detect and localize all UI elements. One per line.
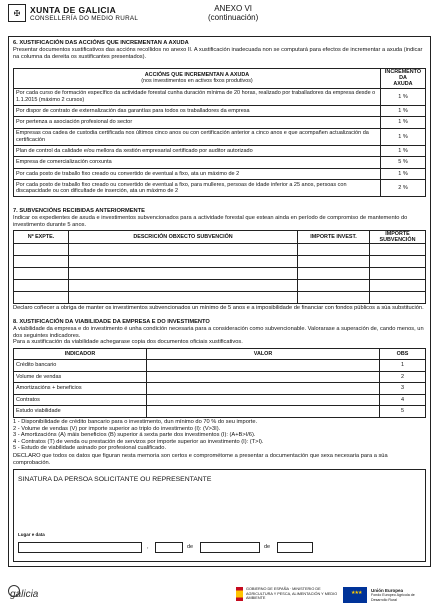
increment-checkbox[interactable]: 1 % <box>381 145 426 157</box>
action-cell: Empresas coa cadea de custodia certificada nos últimos cinco anos ou con certificación anterior a cinco anos e que acompañen actualización da certificación <box>14 128 381 145</box>
obs-cell: 2 <box>380 371 426 383</box>
grant-input[interactable] <box>370 268 426 280</box>
grant-input[interactable] <box>370 244 426 256</box>
increment-checkbox[interactable]: 1 % <box>381 128 426 145</box>
actions-col-header-line1: ACCIÓNS QUE INCREMENTAN A AXUDA <box>144 72 250 79</box>
increment-checkbox[interactable]: 1 % <box>381 105 426 117</box>
grant-input[interactable] <box>370 256 426 268</box>
increment-col-header-line2: AXUDA <box>393 81 413 88</box>
increment-col-header-line1: INCREMENTO DA <box>384 69 422 82</box>
eu-flag-icon: ★★★ <box>343 587 367 603</box>
table-row <box>14 268 426 280</box>
galicia-mark-icon <box>8 585 20 597</box>
galicia-logo <box>10 589 38 600</box>
expte-input[interactable] <box>14 244 69 256</box>
signature-title: SINATURA DA PERSOA SOLICITANTE OU REPRESENTANTE <box>18 476 212 483</box>
viability-note: 5 - Estudo de viabilidade asinado por profesional cualificado. <box>13 445 167 452</box>
action-cell: Por pertenza a asociación profesional do sector <box>14 117 381 129</box>
value-input[interactable] <box>147 371 380 383</box>
table-row <box>14 360 426 372</box>
section7-declaration: Declaro coñecer a obriga de manter os investimentos subvencionados un mínimo de 5 anos e a imposibilidade de financiar con fondos públicos a súa substitución. <box>13 305 424 311</box>
col-description: DESCRICIÓN OBXECTO SUBVENCIÓN <box>69 231 298 244</box>
action-cell: Plan de control da calidade e/ou mellora da xestión empresarial certificado por auditor autorizado <box>14 145 381 157</box>
spain-flag-icon <box>236 587 243 601</box>
indicator-cell: Estudo viabilidade <box>14 406 147 418</box>
expte-input[interactable] <box>14 268 69 280</box>
obs-cell: 5 <box>380 406 426 418</box>
action-cell: Por dispor de contrato de externalización das garantías para todos os traballadores da empresa <box>14 105 381 117</box>
description-input[interactable] <box>69 256 298 268</box>
increment-checkbox[interactable]: 5 % <box>381 157 426 169</box>
investment-input[interactable] <box>298 256 370 268</box>
annex-subtitle: (continuación) <box>208 13 259 22</box>
expte-input[interactable] <box>14 280 69 292</box>
day-field[interactable] <box>155 542 183 553</box>
section8-intro2: Para a xustificación da viabilidade achegarase copia dos documentos oficiais xustificativos. <box>13 339 243 345</box>
action-cell: Empresa de comercialización conxunta <box>14 157 381 169</box>
month-field[interactable] <box>200 542 260 553</box>
spain-government-logo <box>236 587 341 601</box>
viability-note: 3 - Amortizacións (A) máis beneficios (B) superior á sexta parte dos investimentos (I): (A+B>I/6). <box>13 432 256 439</box>
comma-separator: , <box>147 544 149 550</box>
description-input[interactable] <box>69 268 298 280</box>
table-row <box>14 128 426 145</box>
section6-intro: Presentar documentos xustificativos das accións recollidos no anexo II. A xustificación inadecuada non se computará para efectos de incrementar a axuda (indicar na columna da dereita os xustificantes presentados). <box>13 47 423 60</box>
section8-title: 8. XUSTIFICACIÓN DA VIABILIDADE DA EMPRESA E DO INVESTIMENTO <box>13 319 210 325</box>
annex-heading <box>208 4 258 22</box>
value-input[interactable] <box>147 383 380 395</box>
indicator-cell: Contratos <box>14 394 147 406</box>
increment-checkbox[interactable]: 1 % <box>381 88 426 105</box>
table-row <box>14 394 426 406</box>
table-row <box>14 180 426 197</box>
increment-col-header <box>381 69 426 89</box>
investment-input[interactable] <box>298 268 370 280</box>
action-cell: Por cada posto de traballo fixo creado ou convertido de eventual a fixo, para mulleres, persoas de idade inferior a 25 anos, persoas con discapacidade ou con dificultade de inserción, ata un máximo de 2 <box>14 180 381 197</box>
col-grant: IMPORTE SUBVENCIÓN <box>370 231 426 244</box>
col-indicator: INDICADOR <box>14 349 147 360</box>
value-input[interactable] <box>147 360 380 372</box>
obs-cell: 1 <box>380 360 426 372</box>
increment-checkbox[interactable]: 1 % <box>381 117 426 129</box>
col-value: VALOR <box>147 349 380 360</box>
table-row <box>14 117 426 129</box>
section7-title: 7. SUBVENCIÓNS RECIBIDAS ANTERIORMENTE <box>13 208 145 214</box>
page-footer <box>0 583 439 611</box>
table-row <box>14 244 426 256</box>
table-row <box>14 292 426 304</box>
viability-table <box>13 348 426 418</box>
indicator-cell: Volume de vendas <box>14 371 147 383</box>
section7-intro: Indicar os expedientes de axuda e investimentos subvencionados para a actividade forestal que estean ainda en período de compromiso de mantemento do investimento durante 5 anos. <box>13 215 408 228</box>
place-field[interactable] <box>18 542 142 553</box>
prior-grants-table <box>13 230 426 304</box>
viability-note: 2 - Volume de vendas (V) por importe superior ao triplo do investimento (I): (V>3I). <box>13 425 221 432</box>
table-row <box>14 280 426 292</box>
viability-note: 1 - Disponibilidade de crédito bancario para o investimento, dun mínimo do 70 % do seu importe. <box>13 419 258 425</box>
table-row <box>14 406 426 418</box>
action-cell: Por cada curso de formación específico da actividade forestal cunha duración mínima de 20 horas, realizado por traballadores da empresa desde o 1.1.2015 (máximo 2 cursos) <box>14 88 381 105</box>
obs-cell: 4 <box>380 394 426 406</box>
table-row <box>14 256 426 268</box>
de-separator-1: de <box>187 544 194 550</box>
table-row <box>14 145 426 157</box>
xunta-logo <box>8 4 138 22</box>
place-date-label: Lugar e data <box>18 532 45 537</box>
obs-cell: 3 <box>380 383 426 395</box>
de-separator-2: de <box>264 544 271 550</box>
annex-title: ANEXO VI <box>214 4 253 13</box>
value-input[interactable] <box>147 406 380 418</box>
table-row <box>14 383 426 395</box>
viability-note: 4 - Contratos (T) de venda ou prestación de servizos por importe superior ao investimento (I): (T>I). <box>13 438 264 445</box>
description-input[interactable] <box>69 244 298 256</box>
actions-col-header-line2: (nos investimentos en activos fixos produtivos) <box>141 78 253 85</box>
form-body <box>8 36 431 567</box>
table-row <box>14 88 426 105</box>
action-cell: Por cada posto de traballo fixo creado ou convertido de eventual a fixo, ata un máximo de 2 <box>14 168 381 180</box>
signature-box[interactable] <box>13 469 426 562</box>
table-row <box>14 105 426 117</box>
galicia-wordmark: galicia <box>10 589 39 600</box>
eu-subtitle: Fondo Europeo Agrícola de Desarrollo Rural <box>371 592 415 602</box>
table-row <box>14 168 426 180</box>
investment-input[interactable] <box>298 280 370 292</box>
investment-input[interactable] <box>298 292 370 304</box>
table-row <box>14 371 426 383</box>
col-investment: IMPORTE INVEST. <box>298 231 370 244</box>
xunta-emblem-icon: ✠ <box>8 4 26 22</box>
expte-input[interactable] <box>14 292 69 304</box>
section8-intro1: A viabilidade da empresa e do investimento é unha condición necesaria para a consideración como subvencionable. Valorarase a superación de, cando menos, un dos seguintes indicadores. <box>13 326 424 339</box>
value-input[interactable] <box>147 394 380 406</box>
table-row <box>14 157 426 169</box>
grant-input[interactable] <box>370 280 426 292</box>
actions-table <box>13 68 426 197</box>
viability-notes <box>13 419 426 452</box>
indicator-cell: Crédito bancario <box>14 360 147 372</box>
org-name: XUNTA DE GALICIA <box>30 4 117 15</box>
eu-logo <box>343 587 425 603</box>
col-obs: OBS <box>380 349 426 360</box>
increment-checkbox[interactable]: 1 % <box>381 168 426 180</box>
page-header <box>8 4 433 30</box>
department-name: CONSELLERÍA DO MEDIO RURAL <box>30 14 139 22</box>
col-expte: Nº EXPTE. <box>14 231 69 244</box>
indicator-cell: Amortizacións + beneficios <box>14 383 147 395</box>
year-field[interactable] <box>277 542 313 553</box>
investment-input[interactable] <box>298 244 370 256</box>
section6-title: 6. XUSTIFICACIÓN DAS ACCIÓNS QUE INCREMENTAN A AXUDA <box>13 40 189 46</box>
grant-input[interactable] <box>370 292 426 304</box>
description-input[interactable] <box>69 280 298 292</box>
eu-title: Unión Europea <box>371 587 404 593</box>
description-input[interactable] <box>69 292 298 304</box>
section8-declaration: DECLARO que todos os datos que figuran nesta memoria son certos e comprométome a presentar a documentación que sexa necesaria para a súa comprobación. <box>13 453 388 466</box>
expte-input[interactable] <box>14 256 69 268</box>
actions-col-header <box>14 69 381 89</box>
gov-text: GOBIERNO DE ESPAÑA · MINISTERIO DE AGRICULTURA Y PESCA, ALIMENTACIÓN Y MEDIO AMBIENTE <box>246 587 338 601</box>
increment-checkbox[interactable]: 2 % <box>381 180 426 197</box>
